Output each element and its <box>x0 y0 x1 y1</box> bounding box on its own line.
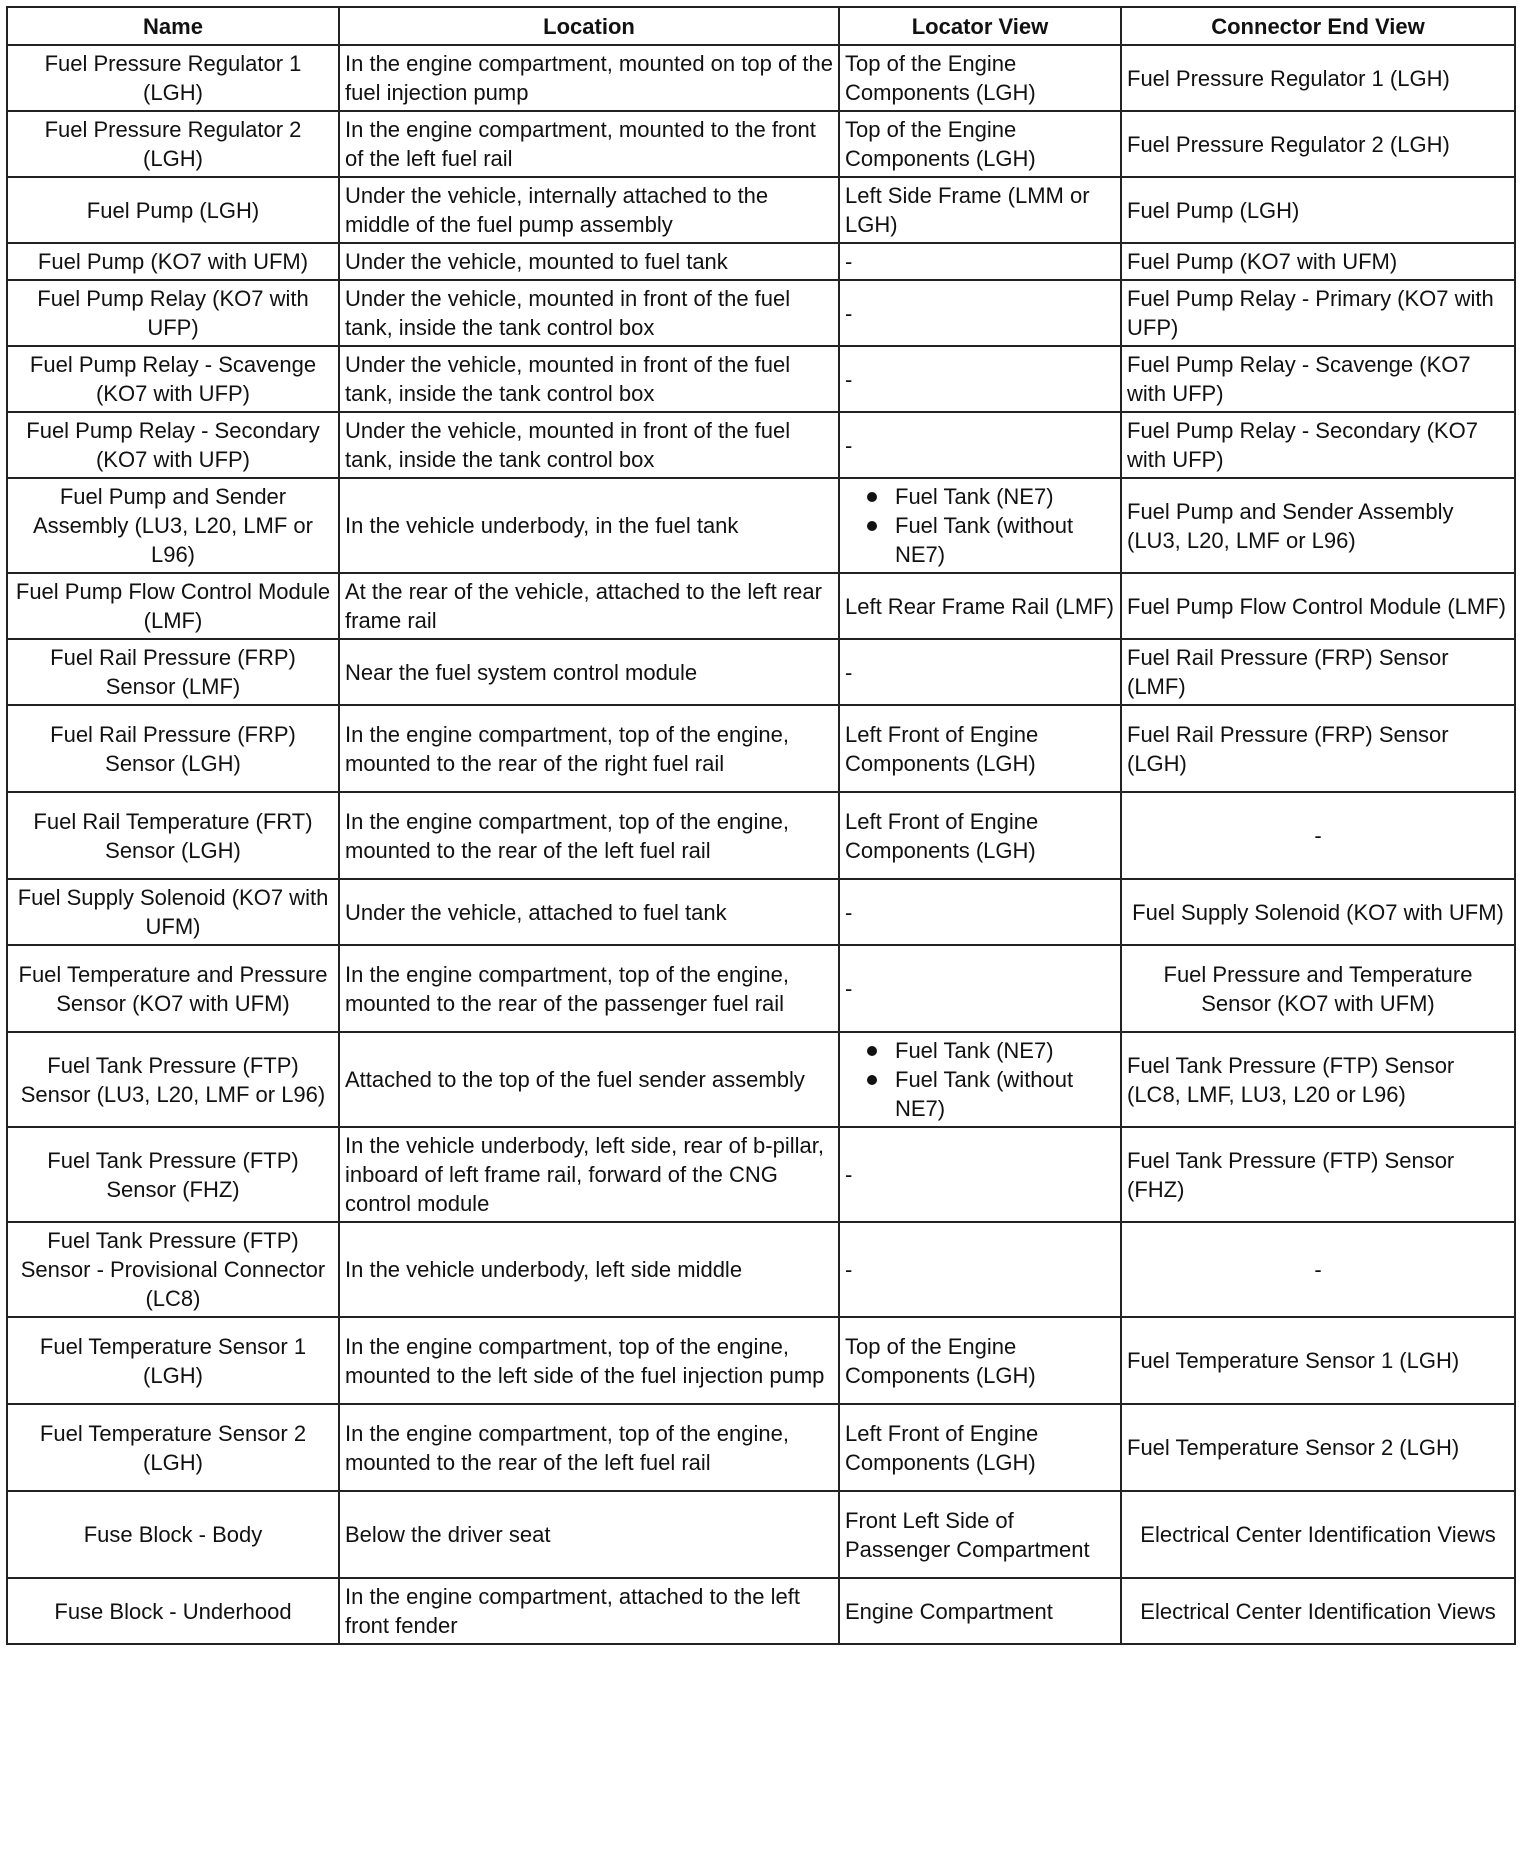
cell-locator-view: - <box>839 280 1121 346</box>
cell-locator-view: - <box>839 412 1121 478</box>
cell-connector-end-view[interactable]: Fuel Pump (LGH) <box>1121 177 1515 243</box>
cell-name: Fuel Tank Pressure (FTP) Sensor (LU3, L20, LMF or L96) <box>7 1032 339 1127</box>
cell-location: In the engine compartment, top of the engine, mounted to the rear of the left fuel rail <box>339 1404 839 1491</box>
cell-location: Under the vehicle, mounted in front of the fuel tank, inside the tank control box <box>339 346 839 412</box>
table-row <box>7 879 1515 945</box>
table-row <box>7 243 1515 280</box>
cell-name: Fuel Pressure Regulator 1 (LGH) <box>7 45 339 111</box>
cell-connector-end-view[interactable]: Fuel Tank Pressure (FTP) Sensor (FHZ) <box>1121 1127 1515 1222</box>
cell-name: Fuel Tank Pressure (FTP) Sensor (FHZ) <box>7 1127 339 1222</box>
table-row <box>7 639 1515 705</box>
cell-connector-end-view[interactable]: Fuel Pump Relay - Primary (KO7 with UFP) <box>1121 280 1515 346</box>
cell-locator-view: - <box>839 346 1121 412</box>
cell-location: Under the vehicle, attached to fuel tank <box>339 879 839 945</box>
cell-connector-end-view[interactable]: Fuel Supply Solenoid (KO7 with UFM) <box>1121 879 1515 945</box>
cell-location: In the engine compartment, top of the engine, mounted to the rear of the left fuel rail <box>339 792 839 879</box>
cell-location: In the engine compartment, attached to the left front fender <box>339 1578 839 1644</box>
cell-location: Under the vehicle, internally attached to the middle of the fuel pump assembly <box>339 177 839 243</box>
cell-locator-view: - <box>839 1222 1121 1317</box>
locator-bullet-item[interactable]: Fuel Tank (without NE7) <box>845 1065 1115 1123</box>
component-locator-table <box>6 6 1516 1645</box>
cell-name: Fuel Pump Relay - Scavenge (KO7 with UFP) <box>7 346 339 412</box>
cell-locator-view[interactable]: Top of the Engine Components (LGH) <box>839 45 1121 111</box>
cell-location: Under the vehicle, mounted in front of the fuel tank, inside the tank control box <box>339 280 839 346</box>
table-row <box>7 792 1515 879</box>
cell-name: Fuel Pump (KO7 with UFM) <box>7 243 339 280</box>
cell-locator-view <box>839 1032 1121 1127</box>
cell-locator-view: - <box>839 1127 1121 1222</box>
cell-location: In the engine compartment, top of the engine, mounted to the left side of the fuel injection pump <box>339 1317 839 1404</box>
cell-locator-view: - <box>839 243 1121 280</box>
table-row <box>7 1491 1515 1578</box>
locator-bullet-item[interactable]: Fuel Tank (NE7) <box>845 1036 1115 1065</box>
cell-connector-end-view[interactable]: Fuel Pump Relay - Scavenge (KO7 with UFP) <box>1121 346 1515 412</box>
locator-bullet-list <box>845 482 1115 569</box>
cell-connector-end-view: - <box>1121 1222 1515 1317</box>
locator-bullet-list <box>845 1036 1115 1123</box>
cell-location: In the vehicle underbody, in the fuel tank <box>339 478 839 573</box>
header-row <box>7 7 1515 45</box>
cell-connector-end-view[interactable]: Electrical Center Identification Views <box>1121 1491 1515 1578</box>
cell-name: Fuse Block - Underhood <box>7 1578 339 1644</box>
cell-location: Attached to the top of the fuel sender assembly <box>339 1032 839 1127</box>
cell-name: Fuel Pump (LGH) <box>7 177 339 243</box>
header-locator-view: Locator View <box>839 7 1121 45</box>
cell-connector-end-view[interactable]: Fuel Pump (KO7 with UFM) <box>1121 243 1515 280</box>
cell-connector-end-view[interactable]: Fuel Temperature Sensor 1 (LGH) <box>1121 1317 1515 1404</box>
cell-name: Fuel Rail Temperature (FRT) Sensor (LGH) <box>7 792 339 879</box>
table-row <box>7 1317 1515 1404</box>
cell-location: Under the vehicle, mounted in front of the fuel tank, inside the tank control box <box>339 412 839 478</box>
cell-name: Fuel Supply Solenoid (KO7 with UFM) <box>7 879 339 945</box>
table-row <box>7 478 1515 573</box>
table-row <box>7 1032 1515 1127</box>
cell-name: Fuel Temperature Sensor 1 (LGH) <box>7 1317 339 1404</box>
header-connector-end-view: Connector End View <box>1121 7 1515 45</box>
cell-location: In the engine compartment, top of the engine, mounted to the rear of the right fuel rail <box>339 705 839 792</box>
cell-locator-view: - <box>839 945 1121 1032</box>
cell-name: Fuel Rail Pressure (FRP) Sensor (LGH) <box>7 705 339 792</box>
cell-locator-view[interactable]: Top of the Engine Components (LGH) <box>839 111 1121 177</box>
cell-locator-view[interactable]: Left Rear Frame Rail (LMF) <box>839 573 1121 639</box>
table-row <box>7 177 1515 243</box>
cell-connector-end-view[interactable]: Fuel Pressure Regulator 1 (LGH) <box>1121 45 1515 111</box>
cell-locator-view: - <box>839 639 1121 705</box>
cell-name: Fuel Pump and Sender Assembly (LU3, L20, LMF or L96) <box>7 478 339 573</box>
cell-connector-end-view[interactable]: Electrical Center Identification Views <box>1121 1578 1515 1644</box>
cell-connector-end-view[interactable]: Fuel Pump and Sender Assembly (LU3, L20, LMF or L96) <box>1121 478 1515 573</box>
table-row <box>7 573 1515 639</box>
table-row <box>7 1404 1515 1491</box>
locator-bullet-item[interactable]: Fuel Tank (without NE7) <box>845 511 1115 569</box>
cell-name: Fuel Tank Pressure (FTP) Sensor - Provisional Connector (LC8) <box>7 1222 339 1317</box>
cell-locator-view[interactable]: Front Left Side of Passenger Compartment <box>839 1491 1121 1578</box>
table-row <box>7 412 1515 478</box>
table-row <box>7 1222 1515 1317</box>
cell-connector-end-view[interactable]: Fuel Pressure and Temperature Sensor (KO7 with UFM) <box>1121 945 1515 1032</box>
cell-location: In the vehicle underbody, left side, rear of b-pillar, inboard of left frame rail, forward of the CNG control module <box>339 1127 839 1222</box>
cell-connector-end-view[interactable]: Fuel Pressure Regulator 2 (LGH) <box>1121 111 1515 177</box>
cell-locator-view[interactable]: Left Side Frame (LMM or LGH) <box>839 177 1121 243</box>
cell-locator-view: - <box>839 879 1121 945</box>
cell-connector-end-view: - <box>1121 792 1515 879</box>
cell-location: Under the vehicle, mounted to fuel tank <box>339 243 839 280</box>
cell-location: At the rear of the vehicle, attached to the left rear frame rail <box>339 573 839 639</box>
cell-locator-view[interactable]: Left Front of Engine Components (LGH) <box>839 1404 1121 1491</box>
cell-connector-end-view[interactable]: Fuel Rail Pressure (FRP) Sensor (LGH) <box>1121 705 1515 792</box>
cell-locator-view[interactable]: Engine Compartment <box>839 1578 1121 1644</box>
cell-name: Fuel Pump Relay (KO7 with UFP) <box>7 280 339 346</box>
cell-name: Fuel Pump Relay - Secondary (KO7 with UFP) <box>7 412 339 478</box>
table-row <box>7 346 1515 412</box>
cell-name: Fuel Temperature Sensor 2 (LGH) <box>7 1404 339 1491</box>
locator-bullet-item[interactable]: Fuel Tank (NE7) <box>845 482 1115 511</box>
cell-name: Fuel Pressure Regulator 2 (LGH) <box>7 111 339 177</box>
cell-locator-view[interactable]: Top of the Engine Components (LGH) <box>839 1317 1121 1404</box>
cell-location: In the vehicle underbody, left side middle <box>339 1222 839 1317</box>
cell-name: Fuel Pump Flow Control Module (LMF) <box>7 573 339 639</box>
cell-location: Below the driver seat <box>339 1491 839 1578</box>
table-row <box>7 1127 1515 1222</box>
cell-connector-end-view[interactable]: Fuel Pump Flow Control Module (LMF) <box>1121 573 1515 639</box>
table-row <box>7 45 1515 111</box>
cell-location: In the engine compartment, mounted to the front of the left fuel rail <box>339 111 839 177</box>
table-row <box>7 111 1515 177</box>
cell-location: Near the fuel system control module <box>339 639 839 705</box>
cell-name: Fuel Rail Pressure (FRP) Sensor (LMF) <box>7 639 339 705</box>
cell-location: In the engine compartment, top of the engine, mounted to the rear of the passenger fuel rail <box>339 945 839 1032</box>
cell-location: In the engine compartment, mounted on top of the fuel injection pump <box>339 45 839 111</box>
table-row <box>7 705 1515 792</box>
cell-connector-end-view[interactable]: Fuel Pump Relay - Secondary (KO7 with UFP) <box>1121 412 1515 478</box>
table-row <box>7 280 1515 346</box>
cell-connector-end-view[interactable]: Fuel Tank Pressure (FTP) Sensor (LC8, LMF, LU3, L20 or L96) <box>1121 1032 1515 1127</box>
cell-name: Fuse Block - Body <box>7 1491 339 1578</box>
header-location: Location <box>339 7 839 45</box>
cell-connector-end-view[interactable]: Fuel Rail Pressure (FRP) Sensor (LMF) <box>1121 639 1515 705</box>
header-name: Name <box>7 7 339 45</box>
cell-name: Fuel Temperature and Pressure Sensor (KO7 with UFM) <box>7 945 339 1032</box>
cell-connector-end-view[interactable]: Fuel Temperature Sensor 2 (LGH) <box>1121 1404 1515 1491</box>
cell-locator-view[interactable]: Left Front of Engine Components (LGH) <box>839 792 1121 879</box>
cell-locator-view[interactable]: Left Front of Engine Components (LGH) <box>839 705 1121 792</box>
table-row <box>7 945 1515 1032</box>
table-row <box>7 1578 1515 1644</box>
cell-locator-view <box>839 478 1121 573</box>
